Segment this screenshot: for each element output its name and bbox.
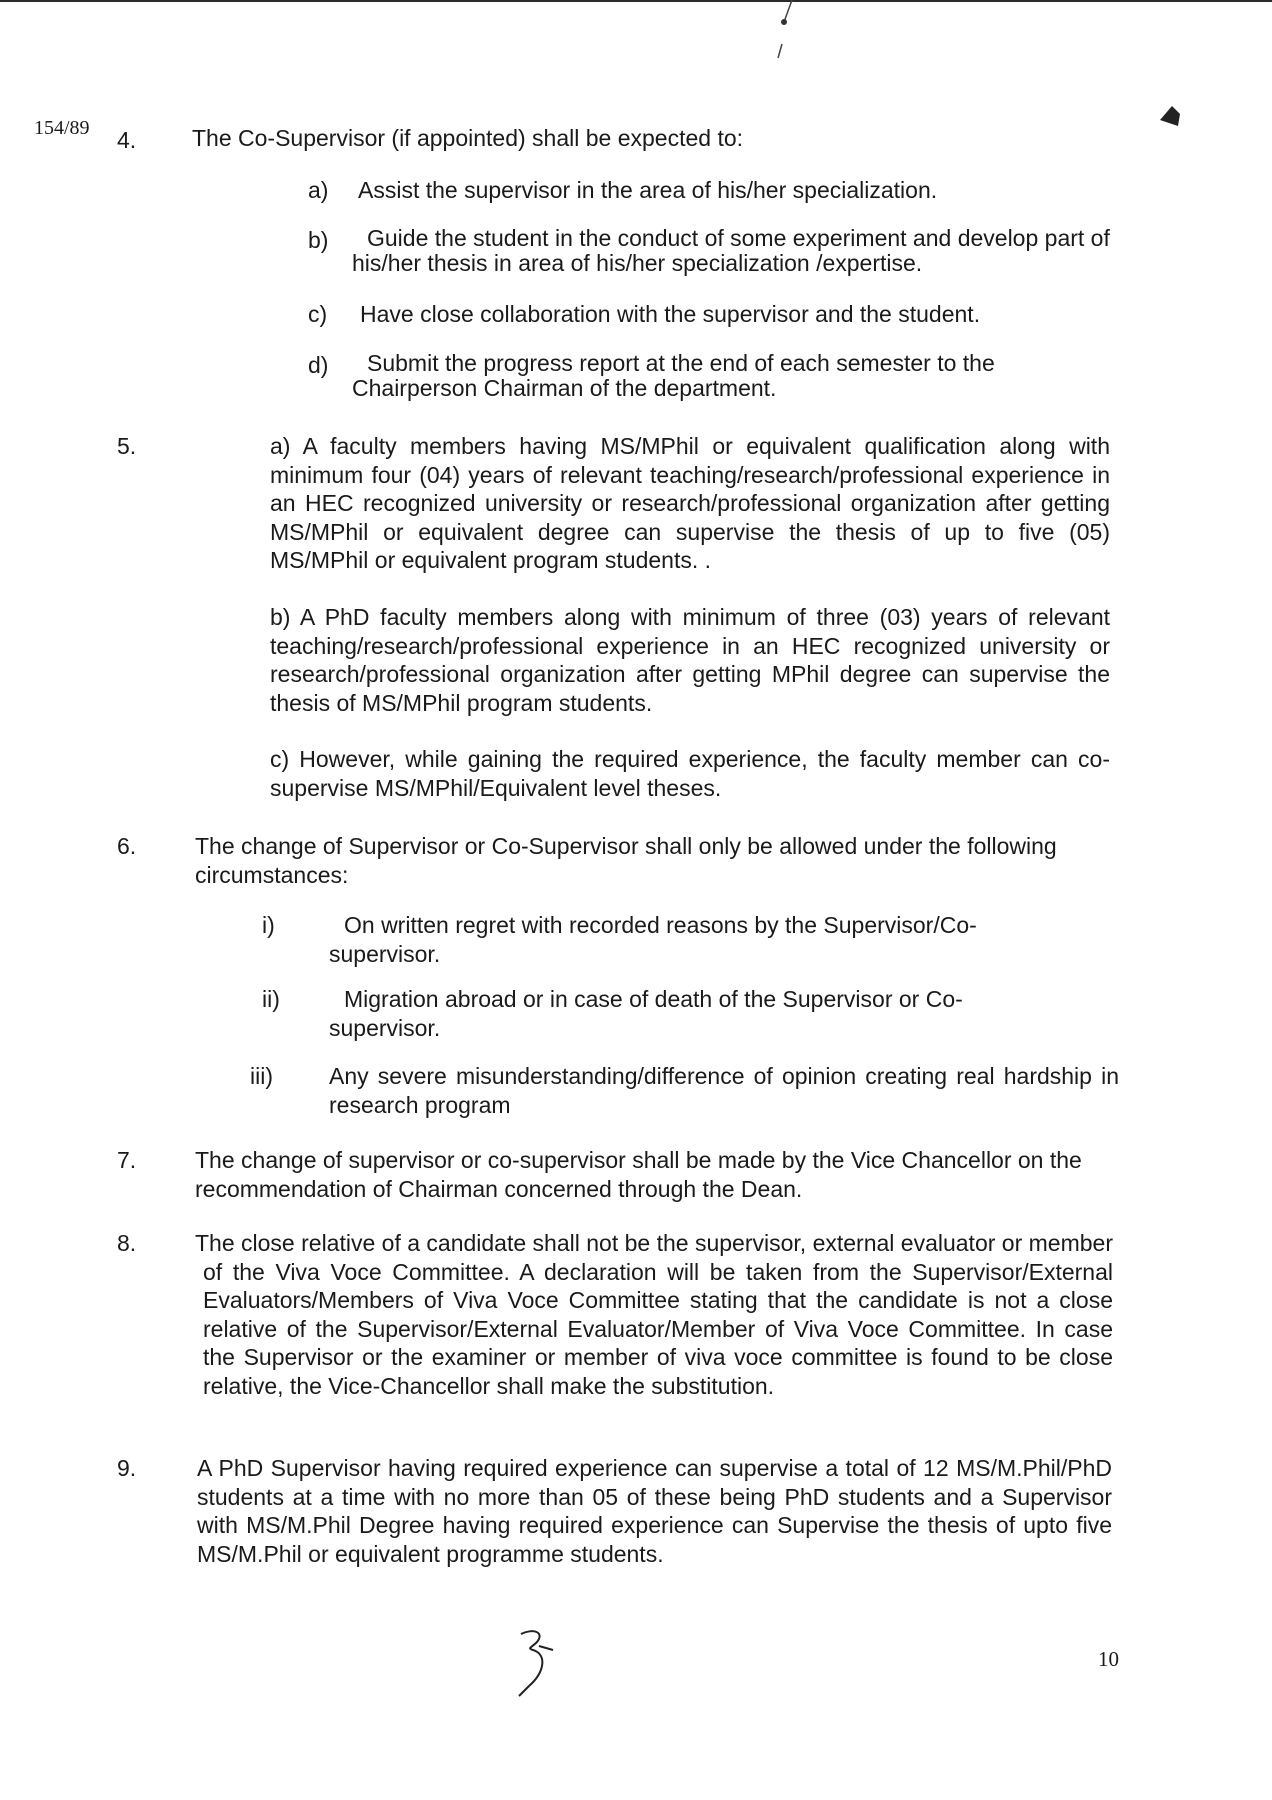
item-5a-text: a) A faculty members having MS/MPhil or equivalent qualification along with minimum four (04) years of relevant teaching/research/professional experience in an HEC recognized university or research/professional organization after getting MS/MPhil or equivalent degree can supervise the thesis of up to five (05) MS/MPhil or equivalent program students. . [270, 433, 1110, 573]
item-4-number: 4. [117, 127, 137, 153]
item-4c-label: c) [308, 301, 328, 327]
item-4c-text: Have close collaboration with the supervisor and the student. [360, 301, 981, 327]
pen-mark-top [770, 0, 800, 62]
item-9-number: 9. [117, 1455, 137, 1481]
item-7-number: 7. [117, 1147, 137, 1173]
item-4d-label: d) [308, 352, 329, 378]
item-5-number: 5. [117, 433, 137, 459]
item-6i-text: On written regret with recorded reasons by the Supervisor/Co-supervisor. [329, 912, 977, 967]
item-6ii-text: Migration abroad or in case of death of the Supervisor or Co-supervisor. [329, 986, 963, 1041]
item-4a-text: Assist the supervisor in the area of his/her specialization. [358, 177, 938, 203]
handwritten-initial-signature [515, 1626, 565, 1702]
item-8-number: 8. [117, 1230, 137, 1256]
page-number: 10 [1098, 1647, 1119, 1671]
item-8-text: The close relative of a candidate shall not be the supervisor, external evaluator or member of the Viva Voce Committee. A declaration will be taken from the Supervisor/External Evaluators/Members of Viva Voce Committee stating that the candidate is not a close relative of the Supervisor/External Evaluator/Member of Viva Voce Committee. In case the Supervisor or the examiner or member of viva voce committee is found to be close relative, the Vice-Chancellor shall make the substitution. [195, 1230, 1113, 1399]
item-6iii-label: iii) [250, 1063, 273, 1089]
item-4b-text: Guide the student in the conduct of some experiment and develop part of his/her thesis in area of his/her specialization /expertise. [352, 225, 1110, 276]
item-4a-label: a) [308, 177, 329, 203]
item-6ii-label: ii) [262, 986, 280, 1012]
item-6i-label: i) [262, 912, 275, 938]
item-5c-text: c) However, while gaining the required experience, the faculty member can co-supervise MS/MPhil/Equivalent level theses. [270, 746, 1110, 801]
document-reference: 154/89 [34, 117, 90, 139]
item-9-text: A PhD Supervisor having required experience can supervise a total of 12 MS/M.Phil/PhD students at a time with no more than 05 of these being PhD students and a Supervisor with MS/M.Phil Degree having required experience can Supervise the thesis of upto five MS/M.Phil or equivalent programme students. [197, 1455, 1112, 1567]
item-5b-text: b) A PhD faculty members along with minimum of three (03) years of relevant teaching/research/professional experience in an HEC recognized university or research/professional organization after getting MPhil degree can supervise the thesis of MS/MPhil program students. [270, 604, 1110, 716]
item-6-text: The change of Supervisor or Co-Supervisor shall only be allowed under the following circumstances: [195, 833, 1057, 888]
item-7-text: The change of supervisor or co-supervisor shall be made by the Vice Chancellor on the recommendation of Chairman concerned through the Dean. [195, 1147, 1082, 1202]
item-4b-label: b) [308, 227, 329, 253]
item-6-number: 6. [117, 833, 137, 859]
punch-hole-mark [1158, 104, 1184, 130]
item-4d-text: Submit the progress report at the end of each semester to the Chairperson Chairman of the department. [352, 350, 995, 401]
page-top-border [0, 0, 1272, 2]
item-4-text: The Co-Supervisor (if appointed) shall be expected to: [192, 125, 744, 151]
item-6iii-text: Any severe misunderstanding/difference of opinion creating real hardship in research program [329, 1063, 1119, 1118]
